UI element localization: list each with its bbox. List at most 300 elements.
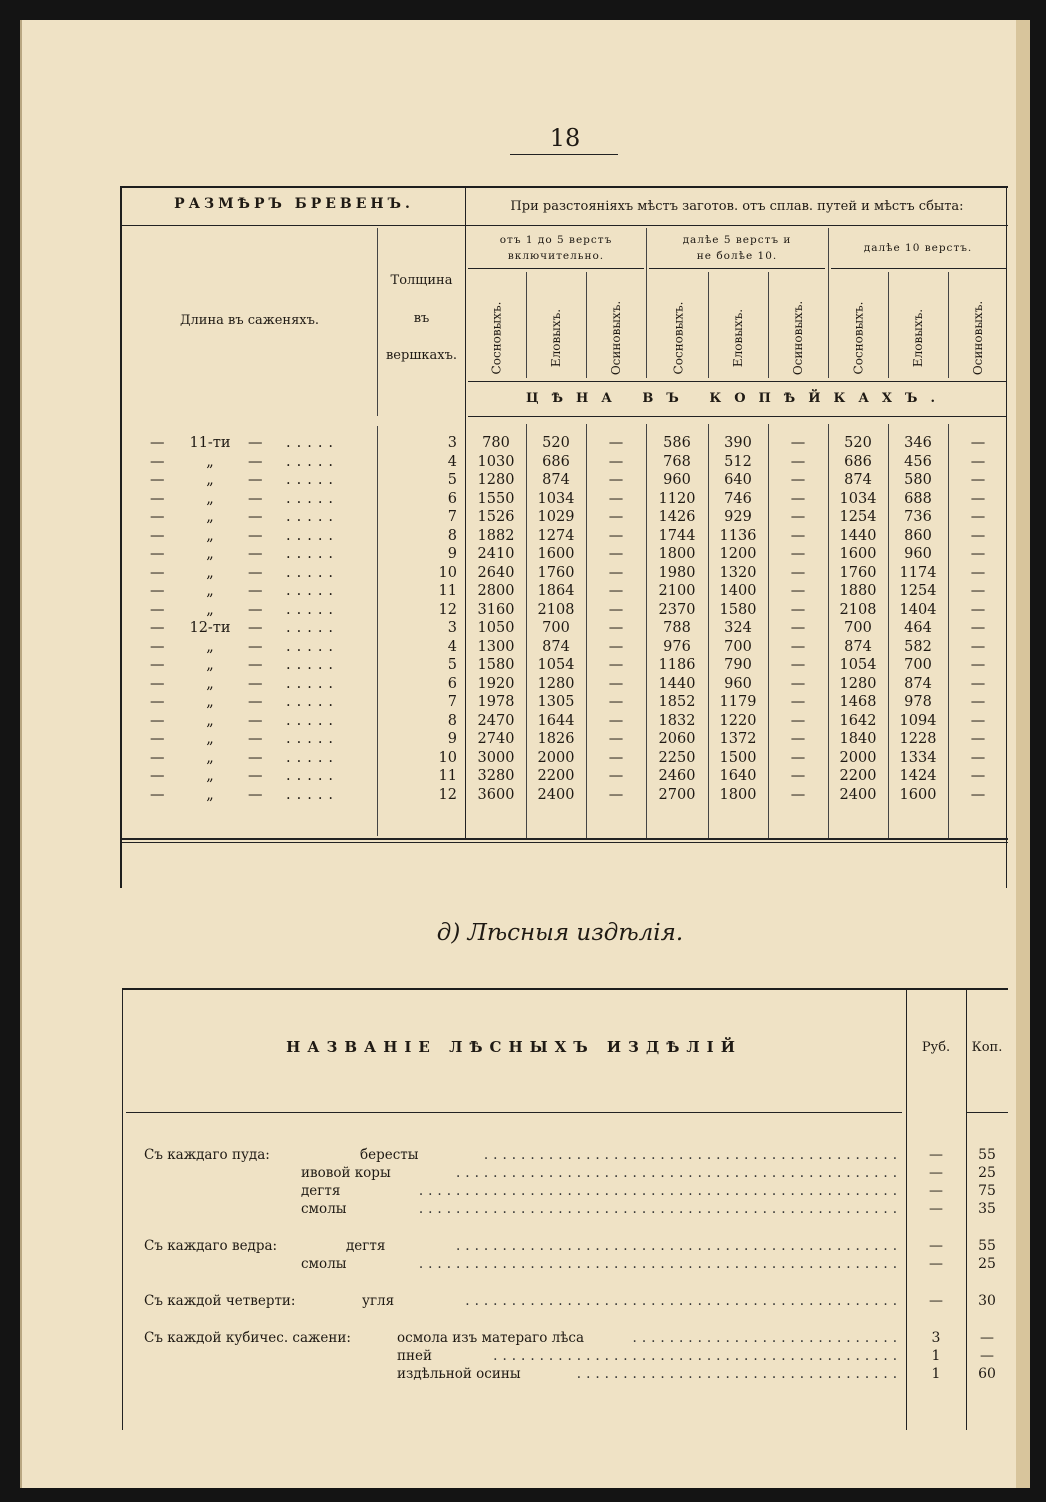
thickness-cell: 7 bbox=[447, 694, 457, 710]
species-header-pine bbox=[828, 300, 888, 376]
price-cell: 700 bbox=[904, 657, 932, 673]
rub-cell: 1 bbox=[931, 1348, 941, 1364]
price-cell: — bbox=[790, 694, 806, 710]
price-cell: — bbox=[970, 472, 986, 488]
product-row bbox=[144, 1164, 906, 1182]
products-header-rule bbox=[126, 1112, 902, 1113]
thickness-cell: 7 bbox=[447, 509, 457, 525]
leader-dots: ..... bbox=[286, 601, 340, 618]
length-label: „ bbox=[206, 638, 214, 655]
product-row bbox=[144, 1365, 906, 1383]
rub-cell: — bbox=[929, 1238, 943, 1254]
dash-mark: — bbox=[248, 509, 263, 525]
price-cell: 3600 bbox=[477, 786, 515, 803]
dash-mark: — bbox=[248, 638, 263, 655]
price-cell: 2410 bbox=[477, 546, 515, 562]
price-cell: 390 bbox=[724, 435, 752, 451]
length-label: „ bbox=[206, 509, 214, 525]
price-cell: 2460 bbox=[658, 768, 696, 784]
dash-mark: — bbox=[248, 694, 263, 710]
leader-dots: ..... bbox=[286, 453, 340, 470]
dash-mark: — bbox=[150, 712, 165, 729]
length-label: „ bbox=[206, 731, 214, 747]
product-name: бересты bbox=[360, 1147, 419, 1163]
price-cell: 586 bbox=[663, 435, 691, 451]
thickness-header-line: Толщина bbox=[390, 273, 453, 288]
price-cell: 1029 bbox=[537, 509, 575, 525]
length-label: 11-ти bbox=[189, 435, 231, 451]
price-cell: 1880 bbox=[839, 583, 877, 599]
price-cell: 1440 bbox=[658, 675, 696, 692]
price-cell: 1274 bbox=[537, 527, 575, 544]
table-row bbox=[122, 656, 1008, 675]
kop-cell: — bbox=[980, 1348, 994, 1364]
rub-cell: — bbox=[929, 1293, 943, 1309]
price-cell: — bbox=[790, 583, 806, 599]
price-cell: 2060 bbox=[658, 731, 696, 747]
price-cell: 976 bbox=[663, 638, 691, 655]
length-label: „ bbox=[206, 453, 214, 470]
price-cell: — bbox=[608, 638, 624, 655]
price-cell: — bbox=[970, 564, 986, 581]
species-label: Сосновыхъ. bbox=[671, 301, 685, 375]
dash-mark: — bbox=[248, 546, 263, 562]
price-cell: 2250 bbox=[658, 749, 696, 766]
kop-cell: 55 bbox=[978, 1147, 996, 1163]
group-header-line: далѣе 5 верстъ и bbox=[682, 234, 792, 246]
dash-mark: — bbox=[248, 601, 263, 618]
price-cell: 874 bbox=[844, 638, 872, 655]
price-cell: 1372 bbox=[719, 731, 757, 747]
price-cell: — bbox=[790, 749, 806, 766]
price-cell: — bbox=[790, 453, 806, 470]
price-cell: 1800 bbox=[658, 546, 696, 562]
price-cell: — bbox=[608, 712, 624, 729]
price-unit-header: ЦѢНА ВЪ КОПѢЙКАХЪ. bbox=[526, 391, 948, 406]
price-cell: 2470 bbox=[477, 712, 515, 729]
thickness-cell: 10 bbox=[438, 749, 457, 766]
price-cell: 780 bbox=[482, 435, 510, 451]
price-cell: 1980 bbox=[658, 564, 696, 581]
price-cell: 2700 bbox=[658, 786, 696, 803]
leader-dots: ..... bbox=[286, 546, 340, 562]
price-cell: — bbox=[790, 675, 806, 692]
dash-mark: — bbox=[248, 583, 263, 599]
price-cell: — bbox=[970, 509, 986, 525]
price-cell: 1320 bbox=[719, 564, 757, 581]
price-cell: 1760 bbox=[537, 564, 575, 581]
dash-mark: — bbox=[150, 546, 165, 562]
dash-mark: — bbox=[150, 786, 165, 803]
price-cell: — bbox=[790, 509, 806, 525]
rub-cell: — bbox=[929, 1256, 943, 1272]
rub-cell: — bbox=[929, 1201, 943, 1217]
price-cell: 3000 bbox=[477, 749, 515, 766]
price-cell: 1334 bbox=[899, 749, 937, 766]
price-cell: — bbox=[608, 472, 624, 488]
rub-cell: 1 bbox=[931, 1366, 941, 1382]
dash-mark: — bbox=[150, 435, 165, 451]
price-cell: 1426 bbox=[658, 509, 696, 525]
price-header-rule-top bbox=[468, 381, 1006, 382]
product-name: осмола изъ матераго лѣса bbox=[397, 1330, 584, 1346]
price-cell: 2100 bbox=[658, 583, 696, 599]
species-label: Еловыхъ. bbox=[548, 308, 563, 368]
price-cell: — bbox=[970, 749, 986, 766]
species-label: Осиновыхъ. bbox=[791, 300, 805, 376]
species-header-aspen bbox=[948, 300, 1008, 376]
table-row bbox=[122, 490, 1008, 509]
kop-cell: 25 bbox=[978, 1256, 996, 1272]
price-cell: 346 bbox=[904, 435, 932, 451]
price-cell: — bbox=[790, 472, 806, 488]
dash-mark: — bbox=[248, 435, 263, 451]
leader-dots: ..... bbox=[286, 749, 340, 766]
price-cell: 2000 bbox=[537, 749, 575, 766]
dash-mark: — bbox=[248, 527, 263, 544]
table-row bbox=[122, 545, 1008, 564]
thickness-column-header bbox=[377, 262, 466, 375]
price-cell: — bbox=[790, 712, 806, 729]
price-cell: — bbox=[608, 675, 624, 692]
thickness-cell: 4 bbox=[447, 638, 457, 655]
price-cell: 960 bbox=[663, 472, 691, 488]
price-cell: 1280 bbox=[477, 472, 515, 488]
price-cell: — bbox=[608, 527, 624, 544]
table2-left-border bbox=[122, 990, 123, 1430]
price-cell: 700 bbox=[542, 620, 570, 636]
leader-dots: .................................................... bbox=[418, 1201, 902, 1217]
leader-dots: ..... bbox=[286, 731, 340, 747]
price-cell: 1400 bbox=[719, 583, 757, 599]
price-cell: — bbox=[790, 601, 806, 618]
group-header-line: включительно. bbox=[507, 250, 605, 263]
price-cell: 686 bbox=[844, 453, 872, 470]
price-cell: 1186 bbox=[658, 657, 696, 673]
product-row bbox=[144, 1146, 906, 1164]
kop-cell: 30 bbox=[978, 1293, 996, 1309]
group-divider bbox=[646, 228, 647, 378]
species-header-aspen bbox=[586, 300, 646, 376]
thickness-cell: 11 bbox=[438, 768, 457, 784]
thickness-cell: 8 bbox=[447, 712, 457, 729]
price-cell: 2200 bbox=[839, 768, 877, 784]
price-cell: 1526 bbox=[477, 509, 515, 525]
products-header: НАЗВАНІЕ ЛѢСНЫХЪ ИЗДѢЛІЙ bbox=[286, 1038, 742, 1056]
price-cell: — bbox=[608, 749, 624, 766]
product-name: дегтя bbox=[346, 1238, 386, 1254]
price-cell: — bbox=[790, 527, 806, 544]
length-label: „ bbox=[206, 601, 214, 618]
dash-mark: — bbox=[150, 620, 165, 636]
dash-mark: — bbox=[248, 749, 263, 766]
price-cell: 960 bbox=[904, 546, 932, 562]
price-cell: 1550 bbox=[477, 490, 515, 507]
group-2-rule bbox=[649, 268, 825, 269]
price-cell: 2800 bbox=[477, 583, 515, 599]
group-1-rule bbox=[468, 268, 644, 269]
product-row bbox=[144, 1347, 906, 1365]
dash-mark: — bbox=[248, 657, 263, 673]
price-cell: 960 bbox=[724, 675, 752, 692]
price-cell: — bbox=[970, 620, 986, 636]
price-cell: 1305 bbox=[537, 694, 575, 710]
leader-dots: ..... bbox=[286, 583, 340, 599]
thickness-cell: 6 bbox=[447, 490, 457, 507]
rub-cell: — bbox=[929, 1165, 943, 1181]
price-cell: 1600 bbox=[899, 786, 937, 803]
thickness-cell: 3 bbox=[447, 620, 457, 636]
price-cell: 1440 bbox=[839, 527, 877, 544]
dash-mark: — bbox=[150, 509, 165, 525]
dash-mark: — bbox=[248, 472, 263, 488]
leader-dots: ............................................. bbox=[483, 1147, 902, 1163]
dash-mark: — bbox=[248, 675, 263, 692]
price-cell: 512 bbox=[724, 453, 752, 470]
length-label: „ bbox=[206, 583, 214, 599]
page-number: 18 bbox=[549, 124, 581, 152]
length-label: „ bbox=[206, 472, 214, 488]
table-row bbox=[122, 582, 1008, 601]
leader-dots: ..... bbox=[286, 527, 340, 544]
price-cell: — bbox=[608, 453, 624, 470]
dash-mark: — bbox=[150, 675, 165, 692]
price-cell: — bbox=[608, 731, 624, 747]
thickness-header-line: въ bbox=[413, 310, 430, 326]
price-cell: 1644 bbox=[537, 712, 575, 729]
product-group-label: Съ каждой четверти: bbox=[144, 1293, 296, 1309]
dash-mark: — bbox=[150, 583, 165, 599]
leader-dots: ..... bbox=[286, 786, 340, 803]
price-cell: 874 bbox=[542, 472, 570, 488]
rub-cell: — bbox=[929, 1147, 943, 1163]
dash-mark: — bbox=[150, 472, 165, 488]
kop-cell: 55 bbox=[978, 1238, 996, 1254]
leader-dots: ..... bbox=[286, 638, 340, 655]
product-row bbox=[144, 1200, 906, 1218]
price-cell: 2000 bbox=[839, 749, 877, 766]
price-cell: 700 bbox=[844, 620, 872, 636]
price-cell: — bbox=[970, 712, 986, 729]
kop-cell: 75 bbox=[978, 1183, 996, 1199]
price-cell: — bbox=[608, 768, 624, 784]
dash-mark: — bbox=[150, 657, 165, 673]
dash-mark: — bbox=[248, 490, 263, 507]
price-cell: 1600 bbox=[839, 546, 877, 562]
price-cell: 582 bbox=[904, 638, 932, 655]
price-cell: — bbox=[608, 620, 624, 636]
length-label: „ bbox=[206, 768, 214, 784]
price-cell: 700 bbox=[724, 638, 752, 655]
price-cell: 686 bbox=[542, 453, 570, 470]
price-cell: 1300 bbox=[477, 638, 515, 655]
species-label: Сосновыхъ. bbox=[489, 301, 503, 375]
thickness-cell: 5 bbox=[447, 472, 457, 488]
leader-dots: ..... bbox=[286, 620, 340, 636]
leader-dots: ............................. bbox=[632, 1330, 902, 1346]
price-cell: 1280 bbox=[839, 675, 877, 692]
length-label: „ bbox=[206, 490, 214, 507]
leader-dots: ..... bbox=[286, 694, 340, 710]
dash-mark: — bbox=[150, 601, 165, 618]
rub-cell: 3 bbox=[931, 1330, 941, 1346]
kop-cell: — bbox=[980, 1330, 994, 1346]
length-label: „ bbox=[206, 564, 214, 581]
table-row bbox=[122, 619, 1008, 638]
price-cell: — bbox=[970, 675, 986, 692]
price-cell: 1050 bbox=[477, 620, 515, 636]
price-cell: — bbox=[970, 490, 986, 507]
leader-dots: ................................................ bbox=[456, 1238, 902, 1254]
length-label: „ bbox=[206, 694, 214, 710]
thickness-cell: 5 bbox=[447, 657, 457, 673]
leader-dots: ..... bbox=[286, 564, 340, 581]
table-row bbox=[122, 749, 1008, 768]
price-cell: — bbox=[970, 546, 986, 562]
log-price-table bbox=[120, 186, 1008, 888]
rub-header: Руб. bbox=[921, 1040, 951, 1055]
leader-dots: ..... bbox=[286, 712, 340, 729]
thickness-cell: 3 bbox=[447, 435, 457, 451]
price-cell: 2108 bbox=[537, 601, 575, 618]
price-cell: 1034 bbox=[537, 490, 575, 507]
price-cell: 736 bbox=[904, 509, 932, 525]
price-cell: 1174 bbox=[899, 564, 937, 581]
table-row bbox=[122, 786, 1008, 805]
price-cell: 1864 bbox=[537, 583, 575, 599]
length-label: „ bbox=[206, 786, 214, 803]
price-cell: 1468 bbox=[839, 694, 877, 710]
price-cell: 790 bbox=[724, 657, 752, 673]
price-cell: — bbox=[790, 620, 806, 636]
leader-dots: ..... bbox=[286, 657, 340, 673]
price-cell: 874 bbox=[542, 638, 570, 655]
price-cell: — bbox=[608, 786, 624, 803]
price-cell: — bbox=[790, 786, 806, 803]
price-cell: 2740 bbox=[477, 731, 515, 747]
price-cell: — bbox=[608, 509, 624, 525]
group-header-line: отъ 1 до 5 верстъ bbox=[499, 234, 613, 246]
product-group-label: Съ каждаго ведра: bbox=[144, 1238, 278, 1254]
length-label: „ bbox=[206, 712, 214, 729]
dash-mark: — bbox=[150, 564, 165, 581]
product-row bbox=[144, 1329, 906, 1347]
leader-dots: ................................................ bbox=[456, 1165, 902, 1181]
group-1-header bbox=[466, 232, 646, 265]
price-cell: — bbox=[970, 694, 986, 710]
length-label: „ bbox=[206, 546, 214, 562]
product-name: ивовой коры bbox=[301, 1165, 391, 1181]
leader-dots: ............................................... bbox=[465, 1293, 902, 1309]
product-name: издѣльной осины bbox=[397, 1366, 521, 1382]
price-cell: — bbox=[970, 638, 986, 655]
species-label: Еловыхъ. bbox=[730, 308, 745, 368]
dash-mark: — bbox=[248, 768, 263, 784]
table-row bbox=[122, 675, 1008, 694]
price-cell: 1404 bbox=[899, 601, 937, 618]
product-name: смолы bbox=[301, 1256, 347, 1272]
price-cell: 1840 bbox=[839, 731, 877, 747]
size-header-rule bbox=[122, 225, 466, 226]
dash-mark: — bbox=[150, 490, 165, 507]
section-title: д) Лѣсныя издѣлія. bbox=[436, 920, 684, 946]
distance-header: При разстояніяхъ мѣстъ заготов. отъ сплав. путей и мѣстъ сбыта: bbox=[510, 199, 964, 214]
dash-mark: — bbox=[150, 694, 165, 710]
price-cell: — bbox=[970, 453, 986, 470]
table-row bbox=[122, 564, 1008, 583]
thickness-cell: 8 bbox=[447, 527, 457, 544]
price-cell: — bbox=[790, 564, 806, 581]
price-cell: — bbox=[790, 638, 806, 655]
price-cell: — bbox=[970, 731, 986, 747]
table-row bbox=[122, 601, 1008, 620]
leader-dots: .................................................... bbox=[418, 1256, 902, 1272]
price-cell: — bbox=[608, 583, 624, 599]
price-cell: — bbox=[970, 527, 986, 544]
price-cell: 324 bbox=[724, 620, 752, 636]
table-row bbox=[122, 453, 1008, 472]
forest-products-table bbox=[122, 988, 1008, 1430]
price-cell: — bbox=[970, 657, 986, 673]
dash-mark: — bbox=[150, 749, 165, 766]
price-cell: 1424 bbox=[899, 768, 937, 784]
table-row bbox=[122, 730, 1008, 749]
dash-mark: — bbox=[248, 712, 263, 729]
dash-mark: — bbox=[248, 731, 263, 747]
dash-mark: — bbox=[150, 768, 165, 784]
price-cell: — bbox=[608, 601, 624, 618]
price-cell: — bbox=[608, 490, 624, 507]
price-cell: 1254 bbox=[839, 509, 877, 525]
leader-dots: ..... bbox=[286, 490, 340, 507]
price-cell: 2400 bbox=[839, 786, 877, 803]
price-header-rule-bottom bbox=[468, 416, 1006, 417]
price-cell: — bbox=[608, 546, 624, 562]
page-edge bbox=[1016, 20, 1030, 1488]
length-column-header: Длина въ саженяхъ. bbox=[179, 313, 320, 328]
price-cell: 929 bbox=[724, 509, 752, 525]
length-label: 12-ти bbox=[189, 620, 231, 636]
product-row bbox=[144, 1255, 906, 1273]
group-header-line: далѣе 10 верстъ. bbox=[863, 242, 973, 254]
price-cell: — bbox=[608, 657, 624, 673]
price-cell: — bbox=[790, 768, 806, 784]
price-cell: 1120 bbox=[658, 490, 696, 507]
price-cell: 1500 bbox=[719, 749, 757, 766]
price-cell: 1580 bbox=[477, 657, 515, 673]
length-label: „ bbox=[206, 675, 214, 692]
price-cell: — bbox=[970, 583, 986, 599]
thickness-cell: 12 bbox=[438, 786, 457, 803]
product-row bbox=[144, 1237, 906, 1255]
thickness-cell: 10 bbox=[438, 564, 457, 581]
rub-cell: — bbox=[929, 1183, 943, 1199]
length-label: „ bbox=[206, 657, 214, 673]
length-label: „ bbox=[206, 527, 214, 544]
price-cell: 1179 bbox=[719, 694, 757, 710]
price-cell: — bbox=[970, 601, 986, 618]
price-cell: 1094 bbox=[899, 712, 937, 729]
price-cell: 860 bbox=[904, 527, 932, 544]
price-cell: 2370 bbox=[658, 601, 696, 618]
product-name: угля bbox=[362, 1293, 395, 1309]
leader-dots: ............................................ bbox=[493, 1348, 902, 1364]
dash-mark: — bbox=[248, 620, 263, 636]
species-header-pine bbox=[466, 300, 526, 376]
thickness-cell: 9 bbox=[447, 546, 457, 562]
species-header-aspen bbox=[768, 300, 828, 376]
length-label: „ bbox=[206, 749, 214, 766]
